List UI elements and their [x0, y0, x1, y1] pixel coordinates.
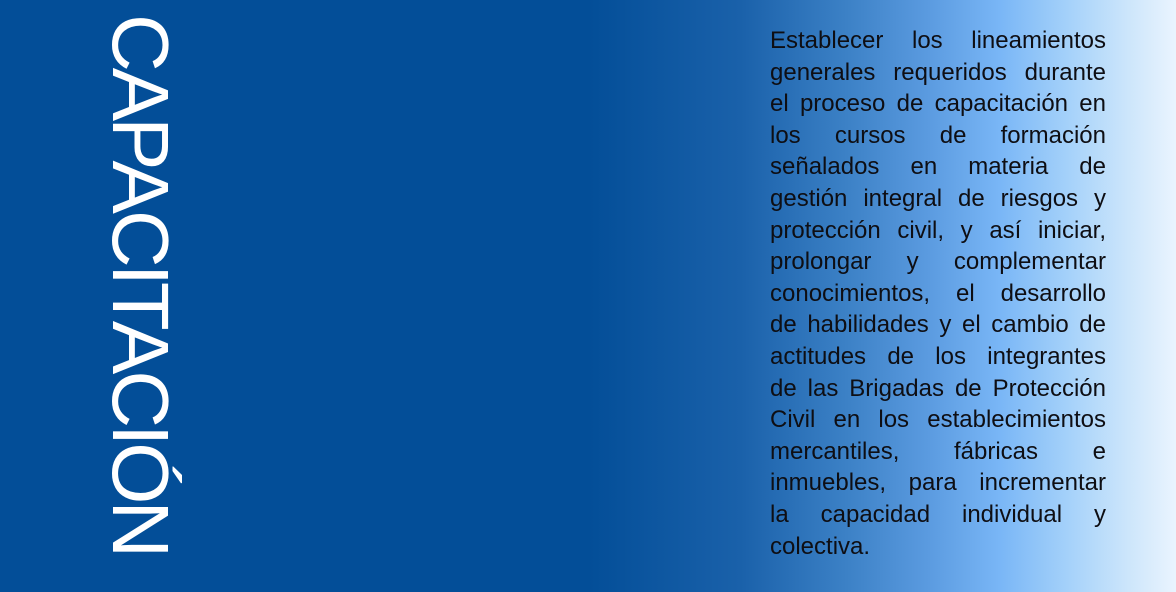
body-paragraph — [770, 25, 1106, 562]
paragraph-line: los cursos de formación — [770, 121, 1106, 149]
paragraph-line: señalados en materia de — [770, 153, 1106, 181]
paragraph-line: Civil en los establecimientos — [770, 406, 1106, 434]
paragraph-line: colectiva. — [770, 532, 871, 560]
slide-title-vertical: CAPACITACIÓN — [96, 14, 185, 555]
paragraph-line: generales requeridos durante — [770, 58, 1106, 86]
paragraph-line: de habilidades y el cambio de — [770, 311, 1106, 339]
paragraph-line: la capacidad individual y — [770, 500, 1106, 528]
paragraph-line: gestión integral de riesgos y — [770, 184, 1106, 212]
paragraph-line: el proceso de capacitación en — [770, 90, 1106, 118]
paragraph-line: protección civil, y así iniciar, — [770, 216, 1106, 244]
paragraph-line: actitudes de los integrantes — [770, 342, 1106, 370]
paragraph-line: mercantiles, fábricas e — [770, 437, 1106, 465]
paragraph-line: de las Brigadas de Protección — [770, 374, 1106, 402]
paragraph-line: conocimientos, el desarrollo — [770, 279, 1106, 307]
paragraph-line: inmuebles, para incrementar — [770, 469, 1106, 497]
paragraph-line: prolongar y complementar — [770, 248, 1106, 276]
paragraph-line: Establecer los lineamientos — [770, 27, 1106, 54]
